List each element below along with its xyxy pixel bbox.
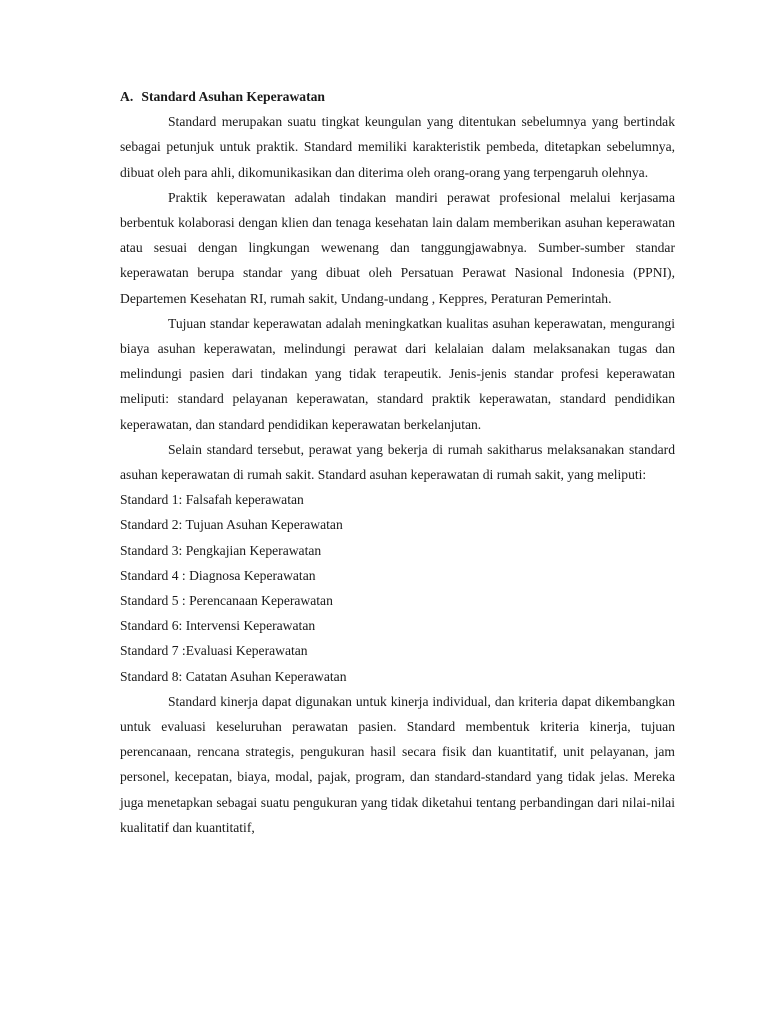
list-item: Standard 7 :Evaluasi Keperawatan xyxy=(120,643,308,659)
list-item: Standard 1: Falsafah keperawatan xyxy=(120,492,304,508)
standards-list xyxy=(120,487,675,689)
list-item: Standard 6: Intervensi Keperawatan xyxy=(120,618,316,634)
paragraph-hospital-standards: Selain standard tersebut, perawat yang bekerja di rumah sakitharus melaksanakan standard asuhan keperawatan di rumah sakit. Standard asuhan keperawatan di rumah sakit, yang meliputi: xyxy=(120,441,675,483)
section-heading xyxy=(120,84,675,109)
paragraph-nursing-practice: Praktik keperawatan adalah tindakan mandiri perawat profesional melalui kerjasama berbentuk kolaborasi dengan klien dan tenaga kesehatan lain dalam memberikan asuhan keperawatan atau sesuai dengan lingkungan wewenang dan tanggungjawabnya. Sumber-sumber standar keperawatan berupa standar yang dibuat oleh Persatuan Perawat Nasional Indonesia (PPNI), Departemen Kesehatan RI, rumah sakit, Undang-undang , Keppres, Peraturan Pemerintah. xyxy=(120,189,675,306)
paragraph-standard-purpose: Tujuan standar keperawatan adalah meningkatkan kualitas asuhan keperawatan, mengurangi biaya asuhan keperawatan, melindungi perawat dari kelalaian dalam melaksanakan tugas dan melindungi pasien dari tindakan yang tidak terapeutik. Jenis-jenis standar profesi keperawatan meliputi: standard pelayanan keperawatan, standard praktik keperawatan, standard pendidikan keperawatan, dan standard pendidikan keperawatan berkelanjutan. xyxy=(120,315,675,432)
list-item: Standard 2: Tujuan Asuhan Keperawatan xyxy=(120,517,343,533)
paragraph-standard-definition: Standard merupakan suatu tingkat keungulan yang ditentukan sebelumnya yang bertindak sebagai petunjuk untuk praktik. Standard memiliki karakteristik pembeda, ditetapkan sebelumnya, dibuat oleh para ahli, dikomunikasikan dan diterima oleh orang-orang yang terpengaruh olehnya. xyxy=(120,114,675,180)
list-item: Standard 8: Catatan Asuhan Keperawatan xyxy=(120,668,347,684)
list-item: Standard 5 : Perencanaan Keperawatan xyxy=(120,593,333,609)
document-page xyxy=(120,84,675,840)
list-item: Standard 4 : Diagnosa Keperawatan xyxy=(120,567,316,583)
list-item: Standard 3: Pengkajian Keperawatan xyxy=(120,542,322,558)
section-title: Standard Asuhan Keperawatan xyxy=(141,89,325,104)
section-number: A. xyxy=(120,89,134,104)
paragraph-performance-standard: Standard kinerja dapat digunakan untuk kinerja individual, dan kriteria dapat dikembangkan untuk evaluasi keseluruhan perawatan pasien. Standard membentuk kriteria kinerja, tujuan perencanaan, rencana strategis, pengukuran hasil secara fisik dan kuantitatif, unit pelayanan, jam personel, kecepatan, biaya, modal, pajak, program, dan standard-standard yang tidak jelas. Mereka juga menetapkan sebagai suatu pengukuran yang tidak diketahui tentang perbandingan dari nilai-nilai kualitatif dan kuantitatif, xyxy=(120,693,675,835)
